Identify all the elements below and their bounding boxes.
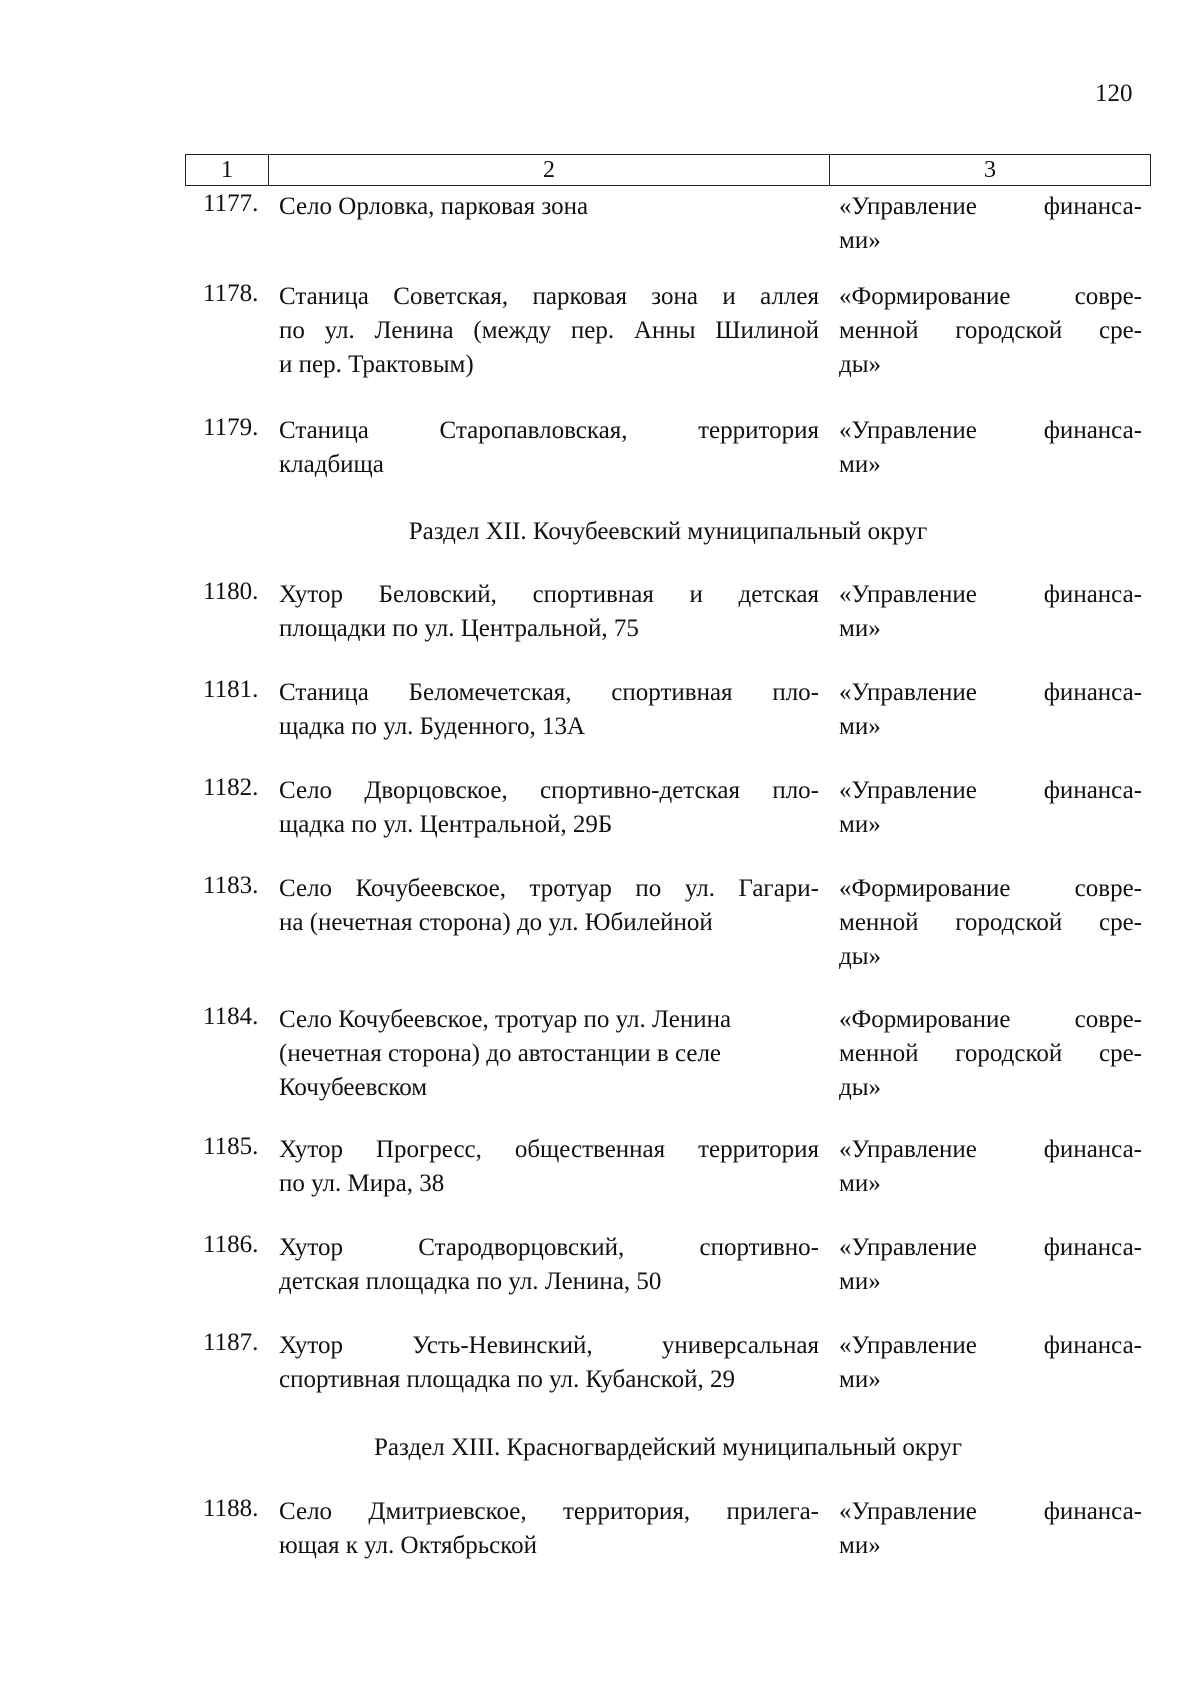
page-number: 120 (1095, 80, 1133, 107)
row-description (279, 1231, 819, 1299)
desc-line: Село Орловка, парковая зона (279, 193, 589, 220)
row-program (839, 676, 1142, 744)
section-heading-xii: Раздел XII. Кочубеевский муниципальный округ (408, 518, 928, 545)
row-description (279, 578, 819, 646)
row-description (279, 774, 819, 842)
row-number: 1182. (203, 774, 259, 801)
row-description (279, 1495, 819, 1563)
src-line: ми» (839, 615, 881, 642)
src-line: ми» (839, 811, 881, 838)
row-number: 1179. (203, 414, 259, 441)
row-program (839, 190, 1142, 258)
src-line: «Управление финанса- (839, 1498, 1142, 1525)
src-line: «Управление финанса- (839, 1332, 1142, 1359)
table-header (185, 154, 1151, 186)
src-line: ми» (839, 451, 881, 478)
row-number: 1181. (203, 676, 259, 703)
row-program (839, 872, 1142, 974)
row-number: 1178. (203, 280, 259, 307)
row-description (279, 872, 819, 940)
src-line: ми» (839, 1170, 881, 1197)
row-program (839, 1003, 1142, 1105)
src-line: менной городской сре- (839, 317, 1142, 344)
desc-line: Хутор Прогресс, общественная территория (279, 1136, 819, 1163)
desc-line: Хутор Беловский, спортивная и детская (279, 581, 819, 608)
row-number: 1188. (203, 1495, 259, 1522)
src-line: «Формирование совре- (839, 875, 1142, 902)
desc-line: по ул. Мира, 38 (279, 1170, 445, 1197)
row-program (839, 1231, 1142, 1299)
row-program (839, 1133, 1142, 1201)
desc-line: кладбища (279, 451, 384, 478)
src-line: «Управление финанса- (839, 1234, 1142, 1261)
src-line: менной городской сре- (839, 909, 1142, 936)
src-line: «Формирование совре- (839, 1006, 1142, 1033)
src-line: «Формирование совре- (839, 283, 1142, 310)
desc-line: и пер. Трактовым) (279, 351, 474, 378)
row-program (839, 414, 1142, 482)
src-line: менной городской сре- (839, 1040, 1142, 1067)
row-description (279, 1133, 819, 1201)
desc-line: Село Кочубеевское, тротуар по ул. Ленина (279, 1006, 732, 1033)
src-line: «Управление финанса- (839, 193, 1142, 220)
row-number: 1184. (203, 1003, 259, 1030)
desc-line: детская площадка по ул. Ленина, 50 (279, 1268, 662, 1295)
row-number: 1180. (203, 578, 259, 605)
src-line: ми» (839, 227, 881, 254)
src-line: ды» (839, 943, 882, 970)
src-line: «Управление финанса- (839, 417, 1142, 444)
desc-line: Хутор Стародворцовский, спортивно- (279, 1234, 819, 1261)
header-col-3: 3 (984, 156, 996, 183)
row-program (839, 578, 1142, 646)
desc-line: Село Дворцовское, спортивно-детская пло- (279, 777, 819, 804)
src-line: ми» (839, 1268, 881, 1295)
desc-line: Село Кочубеевское, тротуар по ул. Гагари- (279, 875, 819, 902)
src-line: ми» (839, 713, 881, 740)
desc-line: ющая к ул. Октябрьской (279, 1532, 537, 1559)
row-number: 1186. (203, 1231, 259, 1258)
desc-line: Станица Старопавловская, территория (279, 417, 819, 444)
src-line: ды» (839, 351, 882, 378)
row-number: 1177. (203, 190, 259, 217)
desc-line: щадка по ул. Буденного, 13А (279, 713, 586, 740)
desc-line: площадки по ул. Центральной, 75 (279, 615, 639, 642)
src-line: ми» (839, 1532, 881, 1559)
src-line: «Управление финанса- (839, 679, 1142, 706)
desc-line: Село Дмитриевское, территория, прилега- (279, 1498, 819, 1525)
row-description (279, 1329, 819, 1397)
src-line: ми» (839, 1366, 881, 1393)
row-description (279, 190, 819, 224)
desc-line: Кочубеевском (279, 1074, 428, 1101)
row-program (839, 1329, 1142, 1397)
row-program (839, 280, 1142, 382)
header-col-2: 2 (269, 155, 830, 185)
desc-line: щадка по ул. Центральной, 29Б (279, 811, 613, 838)
row-description (279, 1003, 819, 1105)
src-line: ды» (839, 1074, 882, 1101)
desc-line: по ул. Ленина (между пер. Анны Шилиной (279, 317, 819, 344)
desc-line: Станица Беломечетская, спортивная пло- (279, 679, 819, 706)
desc-line: на (нечетная сторона) до ул. Юбилейной (279, 909, 713, 936)
src-line: «Управление финанса- (839, 777, 1142, 804)
desc-line: Хутор Усть-Невинский, универсальная (279, 1332, 819, 1359)
desc-line: Станица Советская, парковая зона и аллея (279, 283, 819, 310)
row-description (279, 280, 819, 382)
src-line: «Управление финанса- (839, 581, 1142, 608)
row-number: 1183. (203, 872, 259, 899)
desc-line: спортивная площадка по ул. Кубанской, 29 (279, 1366, 736, 1393)
src-line: «Управление финанса- (839, 1136, 1142, 1163)
row-description (279, 676, 819, 744)
section-heading-xiii: Раздел XIII. Красногвардейский муниципальный округ (374, 1434, 962, 1461)
row-description (279, 414, 819, 482)
row-number: 1185. (203, 1133, 259, 1160)
row-number: 1187. (203, 1329, 259, 1356)
row-program (839, 774, 1142, 842)
desc-line: (нечетная сторона) до автостанции в селе (279, 1040, 722, 1067)
row-program (839, 1495, 1142, 1563)
header-col-1: 1 (186, 155, 269, 185)
